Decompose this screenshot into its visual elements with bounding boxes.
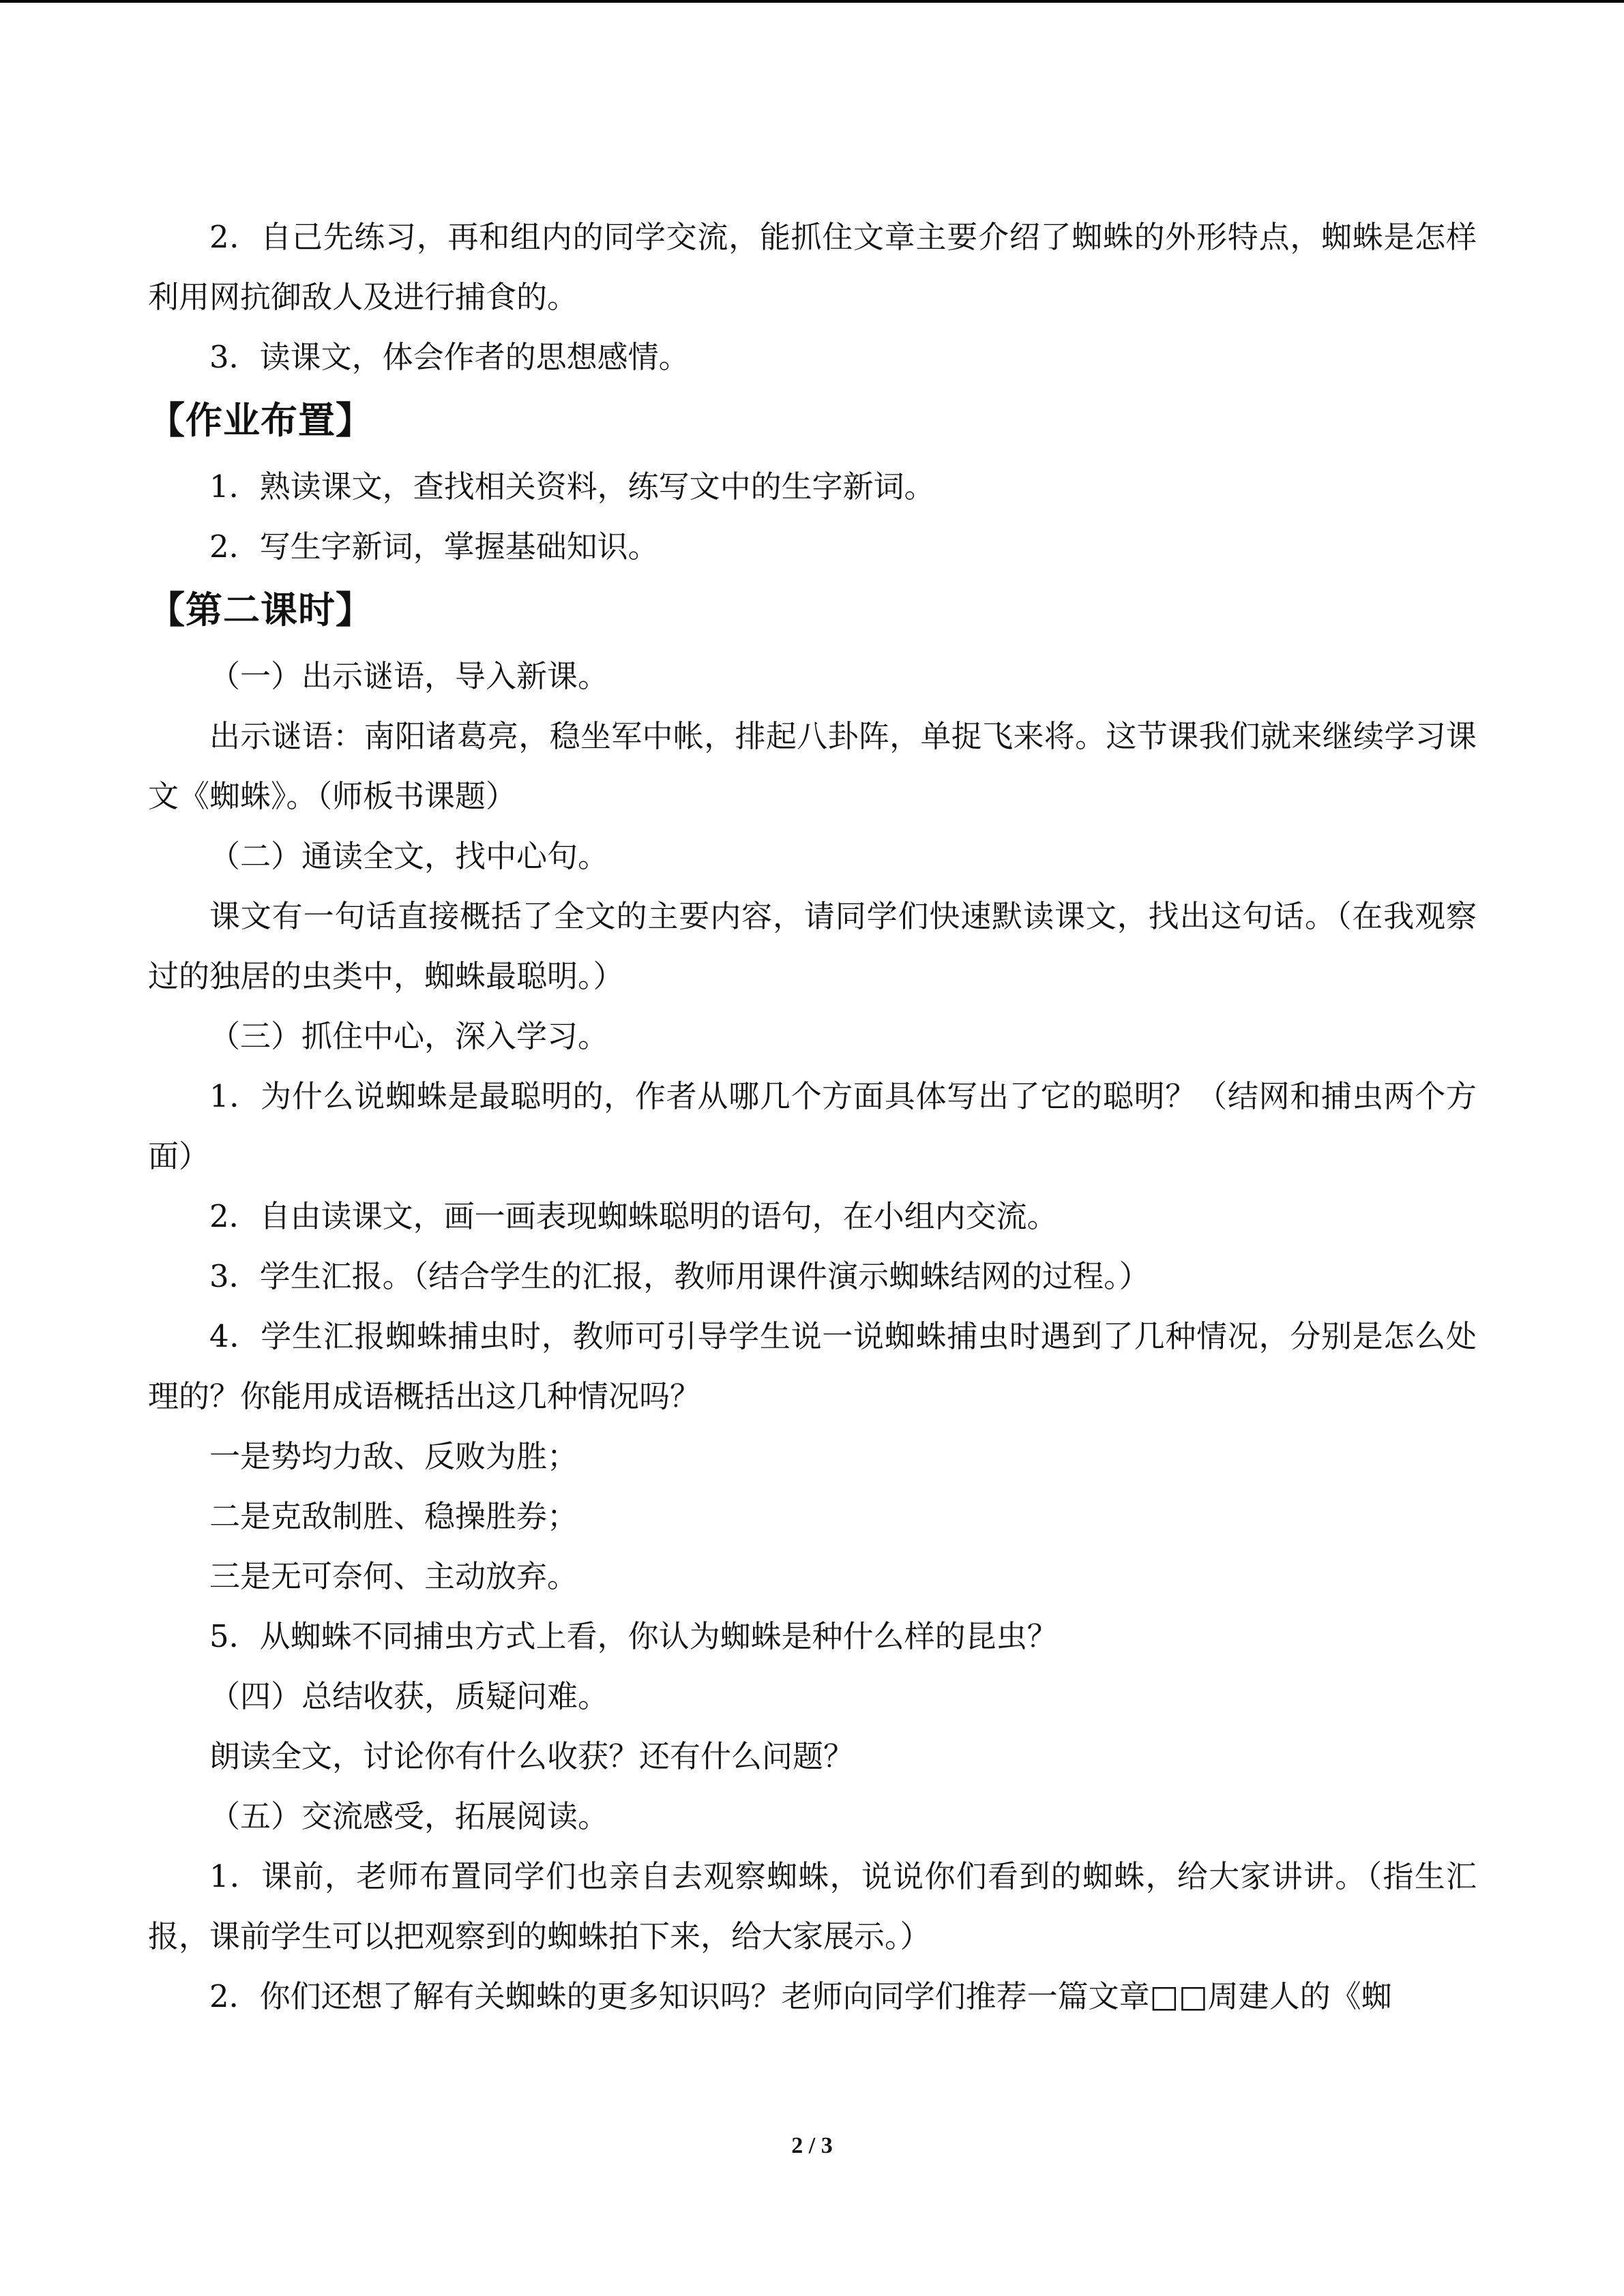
paragraph: 5．从蜘蛛不同捕虫方式上看，你认为蜘蛛是种什么样的昆虫？ xyxy=(209,1618,1058,1654)
paragraph: 一是势均力敌、反败为胜； xyxy=(209,1438,578,1474)
paragraph: （一）出示谜语，导入新课。 xyxy=(209,658,609,694)
document-body xyxy=(148,207,1477,2027)
paragraph: （三）抓住中心，深入学习。 xyxy=(209,1018,609,1054)
paragraph: 2．自己先练习，再和组内的同学交流，能抓住文章主要介绍了蜘蛛的外形特点，蜘蛛是怎样利用网抗御敌人及进行捕食的。 xyxy=(148,219,1477,315)
paragraph: 3．学生汇报。（结合学生的汇报，教师用课件演示蜘蛛结网的过程。） xyxy=(209,1258,1150,1294)
paragraph: 1．熟读课文，查找相关资料，练写文中的生字新词。 xyxy=(209,468,935,505)
paragraph: 2．你们还想了解有关蜘蛛的更多知识吗？老师向同学们推荐一篇文章□□周建人的《蜘 xyxy=(209,1978,1392,2014)
paragraph: 课文有一句话直接概括了全文的主要内容，请同学们快速默读课文，找出这句话。（在我观察过的独居的虫类中，蜘蛛最聪明。） xyxy=(148,898,1477,994)
paragraph: 4．学生汇报蜘蛛捕虫时，教师可引导学生说一说蜘蛛捕虫时遇到了几种情况，分别是怎么处理的？你能用成语概括出这几种情况吗？ xyxy=(148,1318,1477,1414)
page-number: 2 / 3 xyxy=(791,2133,833,2158)
paragraph: 二是克敌制胜、稳操胜券； xyxy=(209,1498,578,1534)
paragraph: （二）通读全文，找中心句。 xyxy=(209,838,609,874)
paragraph: 1．课前，老师布置同学们也亲自去观察蜘蛛，说说你们看到的蜘蛛，给大家讲讲。（指生汇报，课前学生可以把观察到的蜘蛛拍下来，给大家展示。） xyxy=(148,1858,1477,1954)
paragraph: 朗读全文，讨论你有什么收获？还有什么问题？ xyxy=(209,1738,855,1774)
paragraph: 2．写生字新词，掌握基础知识。 xyxy=(209,528,659,565)
paragraph: 出示谜语：南阳诸葛亮，稳坐军中帐，排起八卦阵，单捉飞来将。这节课我们就来继续学习课文《蜘蛛》。（师板书课题） xyxy=(148,718,1477,814)
paragraph: 3．读课文，体会作者的思想感情。 xyxy=(209,339,690,375)
paragraph: （四）总结收获，质疑问难。 xyxy=(209,1678,609,1714)
paragraph: 1．为什么说蜘蛛是最聪明的，作者从哪几个方面具体写出了它的聪明？（结网和捕虫两个方面） xyxy=(148,1078,1477,1174)
section-heading-homework: 【作业布置】 xyxy=(148,399,373,442)
paragraph: 2．自由读课文，画一画表现蜘蛛聪明的语句，在小组内交流。 xyxy=(209,1198,1058,1234)
paragraph: （五）交流感受，拓展阅读。 xyxy=(209,1798,609,1834)
section-heading-second-lesson: 【第二课时】 xyxy=(148,588,373,631)
paragraph: 三是无可奈何、主动放弃。 xyxy=(209,1558,578,1594)
